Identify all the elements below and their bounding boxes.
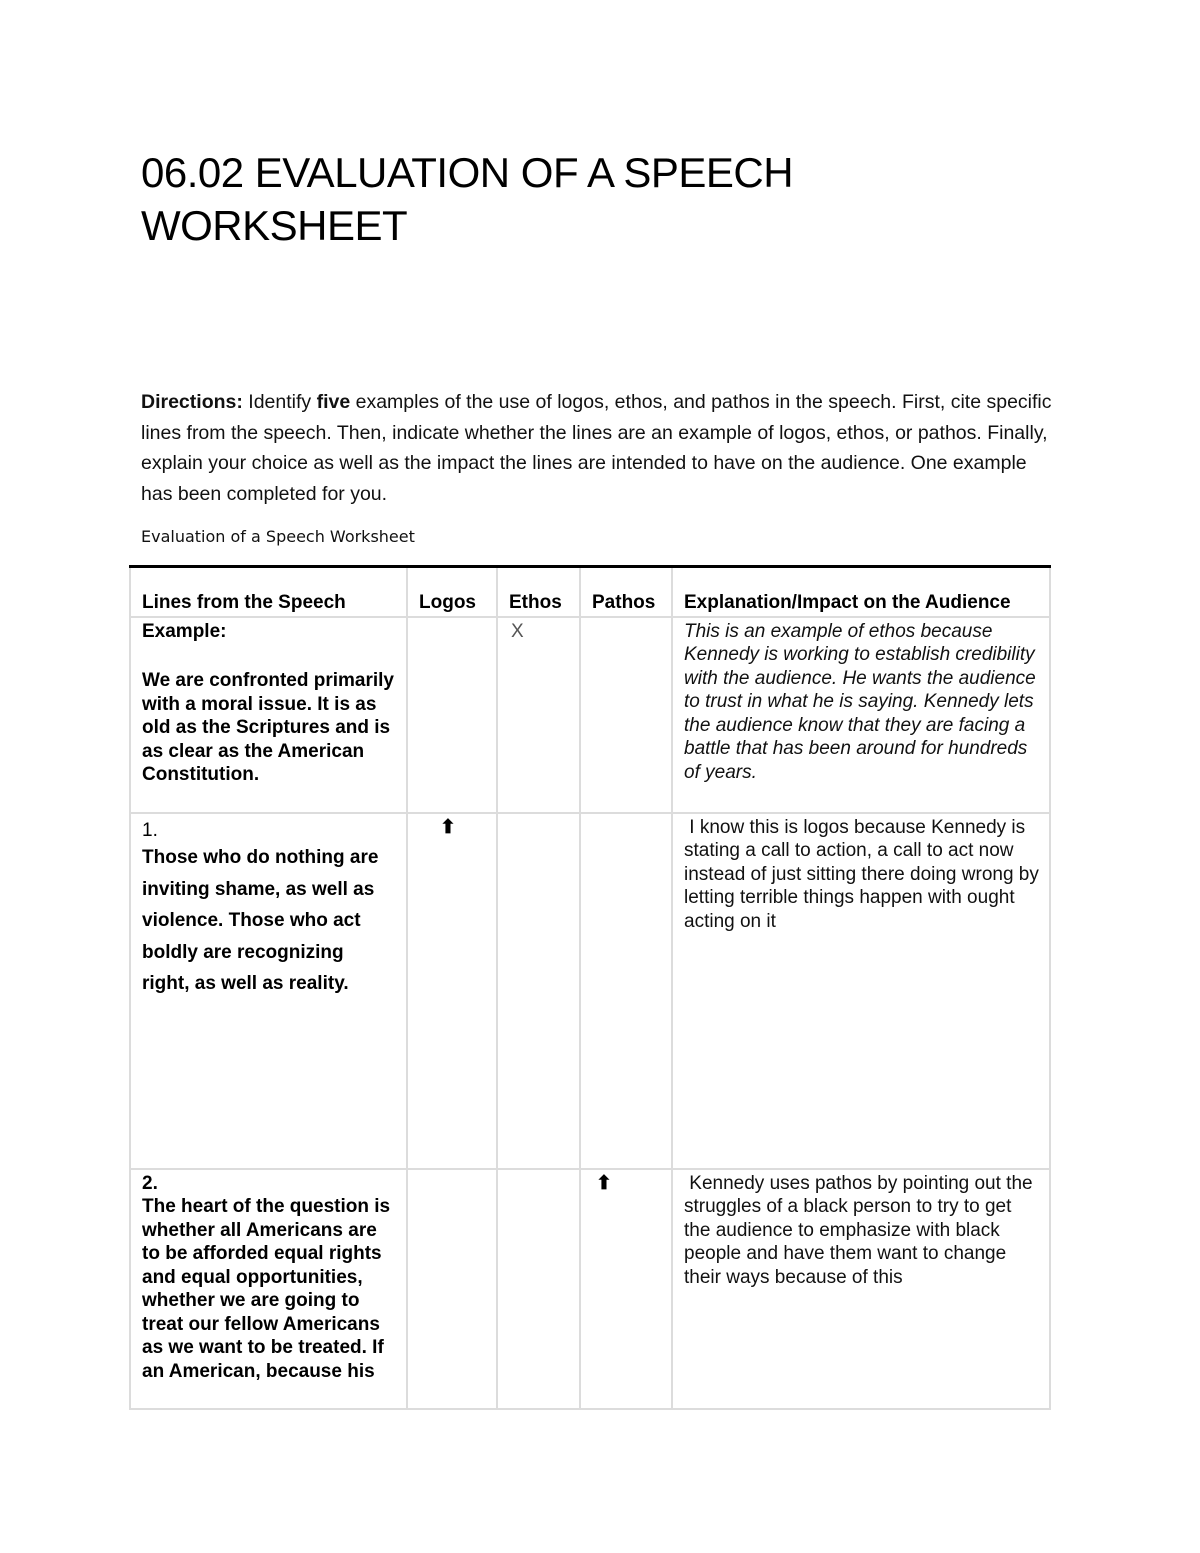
logos-cell[interactable] bbox=[407, 1169, 497, 1409]
table-row bbox=[130, 617, 1050, 813]
lines-cell[interactable] bbox=[130, 617, 407, 813]
row-label: Example: bbox=[142, 620, 227, 642]
row-label: 1. bbox=[142, 819, 158, 841]
speech-quote: We are confronted primarily with a moral issue. It is as old as the Scriptures and is as clear as the American Constitution. bbox=[142, 670, 394, 785]
directions-emphasis: five bbox=[316, 391, 351, 413]
header-lines: Lines from the Speech bbox=[130, 567, 407, 617]
ethos-mark: X bbox=[511, 620, 524, 642]
directions-label: Directions: bbox=[141, 391, 243, 413]
ethos-cell[interactable] bbox=[497, 1169, 580, 1409]
directions-text-after: examples of the use of logos, ethos, and pathos in the speech. First, cite specific lines from the speech. Then, indicate whether the lines are an example of logos, ethos, or pathos. Finally, explain your choice as well as the impact the lines are intended to have on the audience. One example has been completed for you. bbox=[141, 391, 1052, 505]
speech-quote: The heart of the question is whether all Americans are to be afforded equal rights and equal opportunities, whether we are going to treat our fellow Americans as we want to be treated. If an American, because his bbox=[142, 1196, 391, 1382]
logos-cell[interactable] bbox=[407, 617, 497, 813]
explanation-cell[interactable]: I know this is logos because Kennedy is stating a call to action, a call to act now instead of just sitting there doing wrong by letting terrible things happen with ought acting on it bbox=[672, 813, 1050, 1169]
pathos-cell[interactable] bbox=[580, 1169, 672, 1409]
page-title: 06.02 EVALUATION OF A SPEECH WORKSHEET bbox=[141, 149, 794, 249]
table-header-row bbox=[130, 567, 1050, 617]
pathos-cell[interactable] bbox=[580, 617, 672, 813]
ethos-cell[interactable] bbox=[497, 617, 580, 813]
header-ethos: Ethos bbox=[497, 567, 580, 617]
arrow-up-icon: ⬆ bbox=[440, 816, 456, 838]
ethos-cell[interactable] bbox=[497, 813, 580, 1169]
table-caption: Evaluation of a Speech Worksheet bbox=[141, 527, 415, 546]
lines-cell[interactable] bbox=[130, 1169, 407, 1409]
arrow-up-icon: ⬆ bbox=[596, 1172, 612, 1194]
explanation-cell[interactable]: Kennedy uses pathos by pointing out the struggles of a black person to try to get the audience to emphasize with black people and have them want to change their ways because of this bbox=[672, 1169, 1050, 1409]
lines-cell[interactable] bbox=[130, 813, 407, 1169]
header-logos: Logos bbox=[407, 567, 497, 617]
directions-text-before: Identify bbox=[242, 391, 317, 413]
speech-quote: Those who do nothing are inviting shame, as well as violence. Those who act boldly are recognizing right, as well as reality. bbox=[142, 847, 379, 994]
logos-cell[interactable] bbox=[407, 813, 497, 1169]
table-row bbox=[130, 1169, 1050, 1409]
directions-paragraph bbox=[141, 387, 1056, 509]
header-explanation: Explanation/Impact on the Audience bbox=[672, 567, 1050, 617]
explanation-cell[interactable]: This is an example of ethos because Kennedy is working to establish credibility with the audience. He wants the audience to trust in what he is saying. Kennedy lets the audience know that they are facing a battle that has been around for hundreds of years. bbox=[672, 617, 1050, 813]
table-row bbox=[130, 813, 1050, 1169]
pathos-cell[interactable] bbox=[580, 813, 672, 1169]
evaluation-table bbox=[129, 565, 1051, 1410]
row-label: 2. bbox=[142, 1172, 158, 1194]
header-pathos: Pathos bbox=[580, 567, 672, 617]
